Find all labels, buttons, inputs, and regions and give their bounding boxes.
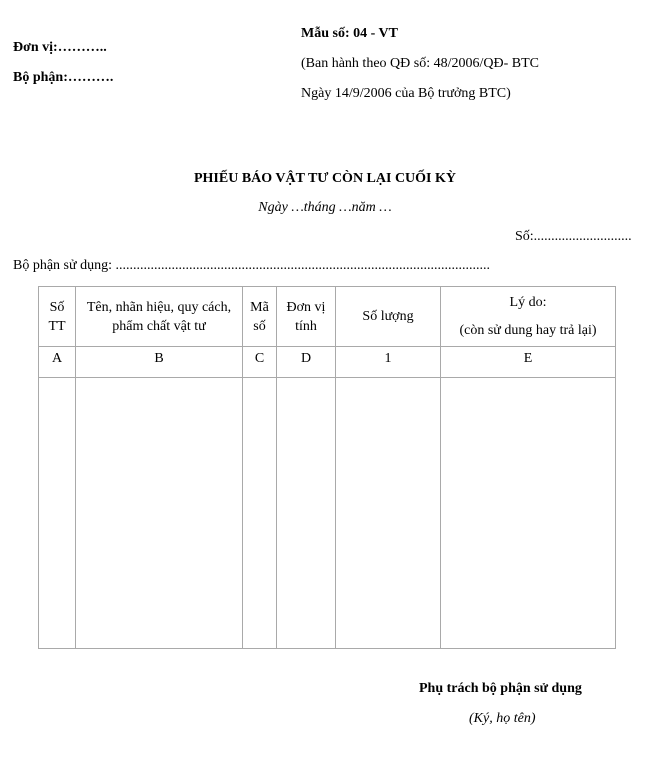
form-so-line: Số:............................ <box>515 229 632 244</box>
column-header <box>39 287 76 347</box>
column-header-line: Đơn vị <box>286 299 326 315</box>
column-header-line: Lý do: <box>509 294 547 310</box>
issuance-decision: (Ban hành theo QĐ số: 48/2006/QĐ- BTC <box>301 56 539 71</box>
form-date-line: Ngày …tháng …năm … <box>258 200 392 215</box>
table-cell[interactable] <box>277 378 336 649</box>
column-code: E <box>441 347 616 378</box>
form-number: Mẫu số: 04 - VT <box>301 26 398 41</box>
column-header-line: (còn sử dung hay trả lại) <box>459 322 597 338</box>
form-title: PHIẾU BÁO VẬT TƯ CÒN LẠI CUỐI KỲ <box>193 171 457 186</box>
table-cell[interactable] <box>441 378 616 649</box>
column-header-line: Tên, nhãn hiệu, quy cách, <box>86 299 232 315</box>
column-header-line: Số lượng <box>362 309 414 324</box>
column-header-line: Số <box>49 299 65 315</box>
column-code: B <box>76 347 243 378</box>
table-code-row <box>39 347 616 378</box>
column-code: C <box>243 347 277 378</box>
column-header-line: phẩm chất vật tư <box>112 318 206 334</box>
signature-title: Phụ trách bộ phận sử dụng <box>419 681 582 696</box>
column-header <box>243 287 277 347</box>
bo-phan-label: Bộ phận:………. <box>13 70 114 85</box>
column-header-line: tính <box>295 318 317 334</box>
column-header <box>277 287 336 347</box>
column-header <box>336 287 441 347</box>
column-header-line: TT <box>48 318 66 334</box>
column-code: D <box>277 347 336 378</box>
column-code: 1 <box>336 347 441 378</box>
table-cell[interactable] <box>243 378 277 649</box>
table-row <box>39 378 616 649</box>
bo-phan-su-dung-line: Bộ phận sử dụng: ........................................................................................................... <box>13 258 490 273</box>
column-header <box>441 287 616 347</box>
signature-note: (Ký, họ tên) <box>469 711 536 726</box>
table-header-row <box>39 287 616 347</box>
column-code: A <box>39 347 76 378</box>
materials-table <box>38 286 616 649</box>
column-header-line: Mã <box>250 299 269 315</box>
issuance-date: Ngày 14/9/2006 của Bộ trưởng BTC) <box>301 86 511 101</box>
don-vi-label: Đơn vị:……….. <box>13 40 107 55</box>
column-header <box>76 287 243 347</box>
table-cell[interactable] <box>76 378 243 649</box>
table-cell[interactable] <box>39 378 76 649</box>
table-cell[interactable] <box>336 378 441 649</box>
column-header-line: số <box>253 318 266 334</box>
